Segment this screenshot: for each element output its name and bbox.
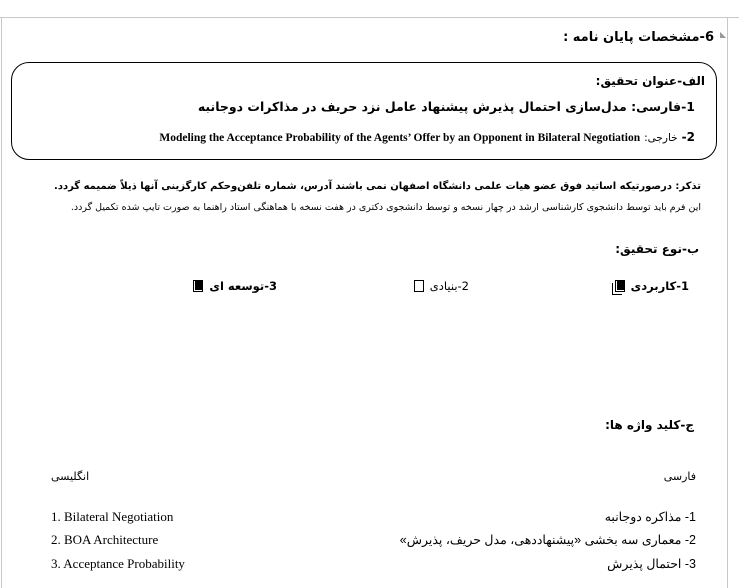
keyword-persian-1: 1- مذاکره دوجانبه [604,510,696,524]
research-type-option-developmental[interactable] [193,279,277,293]
keyword-persian-3: 3- احتمال پذیرش [607,557,696,571]
text-boundary-marker-icon: ◣ [720,30,727,39]
checked-box-icon[interactable] [615,280,625,292]
foreign-title-text: Modeling the Acceptance Probability of the Agents’ Offer by an Opponent in Bilateral Negotiation [159,132,641,144]
foreign-title-number: 2- [681,130,695,144]
keyword-english-1: 1. Bilateral Negotiation [51,509,174,524]
research-type-option-applied[interactable] [615,279,689,293]
checked-box-icon[interactable] [193,280,203,292]
page-border-top [0,17,739,18]
note-faculty: تذکر: درصورتیکه اساتید فوق عضو هیات علمی دانشگاه اصفهان نمی باشند آدرس، شماره تلفن‌وحکم کارگزینی آنها ذیلاً ضمیمه گردد. [54,181,701,192]
keyword-persian-2: 2- معماری سه بخشی «پیشنهاددهی، مدل حریف، پذیرش» [399,533,696,547]
research-type-option-fundamental[interactable] [414,279,469,293]
option-label: 2-بنیادی [429,279,469,293]
option-label: 1-کاربردی [630,279,689,293]
foreign-title-row [159,130,695,144]
empty-box-icon[interactable] [414,280,424,292]
keywords-english-header: انگلیسی [51,470,90,483]
research-title-heading: الف-عنوان تحقیق: [595,74,705,88]
keywords-persian-header: فارسی [663,470,696,483]
note-copies: این فرم باید توسط دانشجوی کارشناسی ارشد در چهار نسخه و توسط دانشجوی دکتری در هفت نسخه با هماهنگی استاد راهنما به صورت تایپ شده تکمیل گردد. [70,202,701,213]
option-label: 3-توسعه ای [209,279,277,293]
page-border-left [1,17,2,588]
keywords-heading: ج-کلید واژه ها: [605,418,694,432]
section-heading: 6-مشخصات پایان نامه : [563,30,714,45]
persian-title: 1-فارسی: مدل‌سازی احتمال پذیرش پیشنهاد عامل نزد حریف در مذاکرات دوجانبه [197,99,695,114]
keyword-english-2: 2. BOA Architecture [51,532,159,547]
foreign-title-label: خارجی: [644,132,678,144]
page-border-right [727,17,728,588]
research-type-heading: ب-نوع تحقیق: [615,242,699,256]
keyword-english-3: 3. Acceptance Probability [51,556,185,571]
